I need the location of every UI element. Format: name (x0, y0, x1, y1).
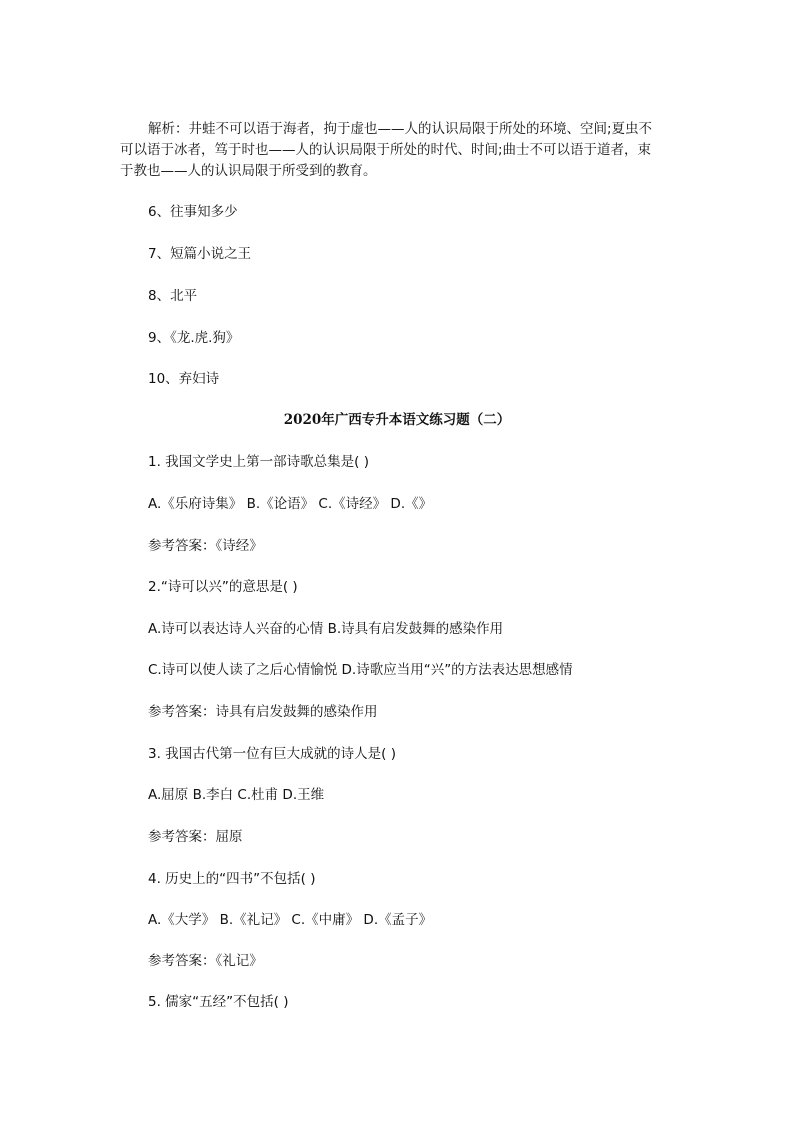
question-2-options-line-2: C.诗可以使人读了之后心情愉悦 D.诗歌应当用“兴”的方法表达思想感情 (148, 662, 573, 678)
answer-item-8: 8、北平 (148, 288, 198, 304)
question-2: 2.“诗可以兴”的意思是( ) (148, 579, 298, 595)
question-4-options: A.《大学》 B.《礼记》 C.《中庸》 D.《孟子》 (148, 912, 433, 928)
question-2-answer: 参考答案：诗具有启发鼓舞的感染作用 (148, 704, 378, 720)
question-1: 1. 我国文学史上第一部诗歌总集是( ) (148, 454, 369, 470)
answer-item-7: 7、短篇小说之王 (148, 246, 252, 262)
question-4-answer: 参考答案：《礼记》 (148, 953, 263, 969)
answer-item-10: 10、弃妇诗 (148, 371, 220, 387)
question-3-options: A.屈原 B.李白 C.杜甫 D.王维 (148, 787, 325, 803)
question-2-options-line-1: A.诗可以表达诗人兴奋的心情 B.诗具有启发鼓舞的感染作用 (148, 621, 504, 637)
question-3: 3. 我国古代第一位有巨大成就的诗人是( ) (148, 746, 396, 762)
analysis-line-2: 可以语于冰者，笃于时也——人的认识局限于所处的时代、时间;曲士不可以语于道者，束 (120, 142, 652, 158)
question-5: 5. 儒家“五经”不包括( ) (148, 994, 289, 1010)
question-1-options: A.《乐府诗集》 B.《论语》 C.《诗经》 D.《》 (148, 496, 433, 512)
question-4: 4. 历史上的“四书”不包括( ) (148, 871, 316, 887)
analysis-paragraph (148, 119, 676, 140)
answer-item-9: 9、《龙.虎.狗》 (148, 330, 240, 346)
analysis-line-3: 于教也——人的认识局限于所受到的教育。 (120, 163, 377, 179)
question-1-answer: 参考答案：《诗经》 (148, 538, 263, 554)
analysis-line-1: 解析：井蛙不可以语于海者，拘于虚也——人的认识局限于所处的环境、空间;夏虫不 (148, 121, 653, 137)
question-3-answer: 参考答案：屈原 (148, 829, 243, 845)
section-title: 2020年广西专升本语文练习题（二） (283, 412, 511, 428)
answer-item-6: 6、往事知多少 (148, 204, 238, 220)
